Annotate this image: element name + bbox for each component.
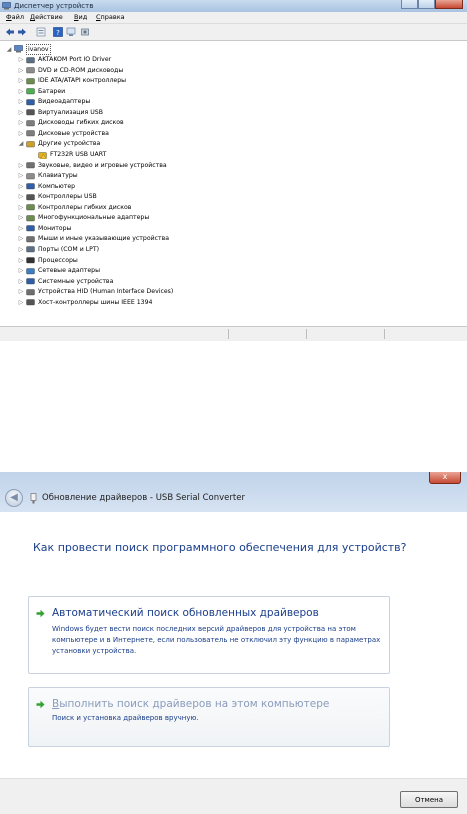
tree-category-item[interactable] [18, 234, 169, 244]
toolbar [0, 24, 467, 41]
tree-category-item[interactable] [18, 76, 126, 86]
expand-arrow-icon[interactable]: ▷ [18, 182, 24, 190]
usb-icon [26, 108, 35, 116]
expand-arrow-icon[interactable]: ▷ [18, 129, 24, 137]
manual-search-title-text: ыполнить поиск драйверов на этом компьютере [59, 698, 330, 710]
menu-bar [0, 12, 467, 24]
hid-icon [26, 288, 35, 296]
menu-help[interactable] [96, 13, 125, 22]
caption-buttons [401, 0, 463, 9]
back-arrow-icon: ◀ [10, 492, 18, 503]
tree-item-label: Мыши и иные указывающие устройства [38, 235, 170, 243]
tree-item-label: Многофункциональные адаптеры [38, 214, 150, 222]
dialog-title-bar[interactable] [0, 472, 467, 512]
tree-item-label: Мониторы [38, 224, 72, 232]
menu-action-accesskey: Д [30, 13, 36, 21]
tree-category-item[interactable] [18, 223, 71, 233]
display-adapter-icon [26, 98, 35, 106]
battery-icon [26, 87, 35, 95]
tree-item-label: Порты (COM и LPT) [38, 245, 100, 253]
expand-arrow-icon[interactable]: ▷ [18, 214, 24, 222]
window-title: Диспетчер устройств [14, 2, 94, 10]
tree-category-item[interactable] [18, 65, 123, 75]
tree-item-label: Хост-контроллеры шины IEEE 1394 [38, 298, 153, 306]
tree-category-item[interactable] [18, 266, 100, 276]
tree-category-item[interactable] [18, 213, 149, 223]
tree-category-item[interactable] [18, 255, 78, 265]
disk-drive-icon [26, 129, 35, 137]
collapse-arrow-icon[interactable]: ◢ [18, 140, 24, 148]
tree-item-label: Другие устройства [38, 140, 101, 148]
tree-item-label: Виртуализация USB [38, 108, 103, 116]
tree-category-item[interactable] [18, 244, 99, 254]
tree-item-label: Компьютер [38, 182, 76, 190]
usb-controller-icon [26, 193, 35, 201]
back-button[interactable] [5, 489, 23, 507]
tree-item-label: Дисководы гибких дисков [38, 119, 124, 127]
keyboard-icon [26, 172, 35, 180]
dialog-title: Обновление драйверов - USB Serial Converter [42, 493, 245, 503]
tree-item-label: FT232R USB UART [50, 151, 107, 158]
port-icon [26, 56, 35, 64]
mouse-icon [26, 235, 35, 243]
auto-search-option[interactable] [28, 596, 390, 674]
tree-root[interactable] [6, 44, 51, 54]
back-arrow-icon[interactable] [5, 27, 15, 37]
floppy-drive-icon [26, 119, 35, 127]
dialog-footer [0, 778, 467, 814]
expand-arrow-icon[interactable]: ▷ [18, 277, 24, 285]
tree-category-item[interactable] [18, 118, 124, 128]
menu-file-accesskey: Ф [6, 13, 12, 21]
tree-category-item[interactable] [18, 107, 103, 117]
expand-arrow-icon[interactable]: ▷ [18, 288, 24, 296]
tree-category-item[interactable] [18, 139, 100, 149]
menu-view-label: ид [78, 13, 88, 21]
menu-action[interactable] [30, 13, 63, 22]
ieee1394-icon [26, 298, 35, 306]
expand-arrow-icon[interactable]: ▷ [18, 172, 24, 180]
tree-category-item[interactable] [18, 160, 167, 170]
network-adapter-icon [26, 267, 35, 275]
expand-arrow-icon[interactable]: ▷ [18, 256, 24, 264]
monitor-icon [26, 224, 35, 232]
tree-root-label: ivanov [28, 45, 49, 53]
status-separator [384, 329, 385, 339]
device-icon[interactable] [80, 27, 90, 37]
close-button[interactable]: x [429, 472, 461, 484]
manual-search-accesskey: В [52, 698, 60, 710]
status-separator [228, 329, 229, 339]
expand-arrow-icon[interactable]: ▷ [18, 87, 24, 95]
update-driver-dialog [0, 472, 467, 813]
expand-arrow-icon[interactable]: ▷ [18, 77, 24, 85]
tree-category-item[interactable] [18, 287, 173, 297]
expand-arrow-icon[interactable]: ▷ [18, 161, 24, 169]
tree-item-label: Звуковые, видео и игровые устройства [38, 161, 167, 169]
device-manager-icon [2, 2, 11, 10]
menu-help-accesskey: С [96, 13, 101, 21]
dialog-body [0, 512, 467, 778]
menu-file-label: айл [11, 13, 24, 21]
help-icon[interactable] [53, 27, 63, 37]
expand-arrow-icon[interactable]: ▷ [18, 193, 24, 201]
manual-search-option[interactable] [28, 687, 390, 747]
tree-category-item[interactable] [18, 192, 97, 202]
tree-item-label: IDE ATA/ATAPI контроллеры [38, 77, 127, 85]
maximize-button[interactable] [418, 0, 435, 9]
tree-category-item[interactable] [18, 181, 75, 191]
dvd-icon [26, 66, 35, 74]
expand-arrow-icon[interactable]: ▷ [18, 108, 24, 116]
tree-item-label: Контроллеры гибких дисков [38, 203, 132, 211]
green-arrow-icon [36, 700, 45, 709]
green-arrow-icon [36, 609, 45, 618]
menu-file[interactable] [6, 13, 24, 22]
dialog-heading: Как провести поиск программного обеспечения для устройств? [33, 541, 407, 554]
manual-search-description: Поиск и установка драйверов вручную. [52, 714, 199, 722]
device-manager-window [0, 0, 467, 344]
tree-category-item[interactable] [18, 297, 153, 307]
tree-item-label: Клавиатуры [38, 172, 78, 180]
other-devices-icon [26, 140, 35, 148]
system-devices-icon [26, 277, 35, 285]
tree-category-item[interactable] [18, 97, 90, 107]
manual-search-title [52, 697, 329, 711]
minimize-button[interactable] [401, 0, 418, 9]
computer-icon [14, 45, 23, 53]
sound-icon [26, 161, 35, 169]
tree-item-label: AKTAKOM Port IO Driver [38, 56, 112, 64]
close-button[interactable] [435, 0, 463, 9]
processor-icon [26, 256, 35, 264]
expand-arrow-icon[interactable]: ▷ [18, 224, 24, 232]
tree-item-label: DVD и CD-ROM дисководы [38, 66, 124, 74]
computer-icon [26, 182, 35, 190]
tree-item-label: Процессоры [38, 256, 78, 264]
expand-arrow-icon[interactable]: ▷ [18, 56, 24, 64]
expand-arrow-icon[interactable]: ▷ [18, 298, 24, 306]
properties-icon[interactable] [36, 27, 46, 37]
floppy-controller-icon [26, 203, 35, 211]
menu-view[interactable] [74, 13, 87, 22]
collapse-arrow-icon[interactable]: ◢ [6, 45, 12, 53]
scan-hardware-icon[interactable] [66, 27, 76, 37]
svg-text:?: ? [56, 29, 60, 37]
expand-arrow-icon[interactable]: ▷ [18, 267, 24, 275]
usb-device-icon [30, 493, 37, 504]
tree-item-label: Батареи [38, 87, 66, 95]
tree-item-label: Системные устройства [38, 277, 114, 285]
tree-category-item[interactable] [18, 171, 78, 181]
status-bar [0, 326, 467, 341]
expand-arrow-icon[interactable]: ▷ [18, 203, 24, 211]
menu-view-accesskey: В [74, 13, 79, 21]
menu-help-label: правка [100, 13, 125, 21]
title-bar[interactable] [0, 0, 467, 12]
tree-category-item[interactable] [18, 55, 111, 65]
tree-item-label: Устройства HID (Human Interface Devices) [38, 288, 174, 296]
auto-search-title: Автоматический поиск обновленных драйверов [52, 607, 319, 619]
expand-arrow-icon[interactable]: ▷ [18, 66, 24, 74]
tree-item-label: Видеоадаптеры [38, 98, 91, 106]
expand-arrow-icon[interactable]: ▷ [18, 119, 24, 127]
expand-arrow-icon[interactable]: ▷ [18, 98, 24, 106]
unknown-device-warning-icon [38, 151, 47, 159]
expand-arrow-icon[interactable]: ▷ [18, 235, 24, 243]
device-tree[interactable] [0, 41, 467, 326]
menu-action-label: ействие [35, 13, 63, 21]
tree-category-item[interactable] [18, 276, 113, 286]
tree-category-item[interactable] [18, 202, 131, 212]
ide-controller-icon [26, 77, 35, 85]
expand-arrow-icon[interactable]: ▷ [18, 245, 24, 253]
tree-item-label: Контроллеры USB [38, 193, 97, 201]
multifunction-adapter-icon [26, 214, 35, 222]
auto-search-description: Windows будет вести поиск последних версий драйверов для устройства на этом компьютере и в Интернете, если пользователь не отключил эту функцию в параметрах установки устройства. [52, 625, 381, 655]
port-icon [26, 245, 35, 253]
tree-category-item[interactable] [18, 86, 65, 96]
tree-device-item[interactable] [30, 150, 106, 160]
forward-arrow-icon[interactable] [17, 27, 27, 37]
tree-item-label: Сетевые адаптеры [38, 267, 100, 275]
status-separator [306, 329, 307, 339]
tree-category-item[interactable] [18, 128, 109, 138]
cancel-button[interactable]: Отмена [400, 791, 458, 808]
tree-item-label: Дисковые устройства [38, 129, 109, 137]
